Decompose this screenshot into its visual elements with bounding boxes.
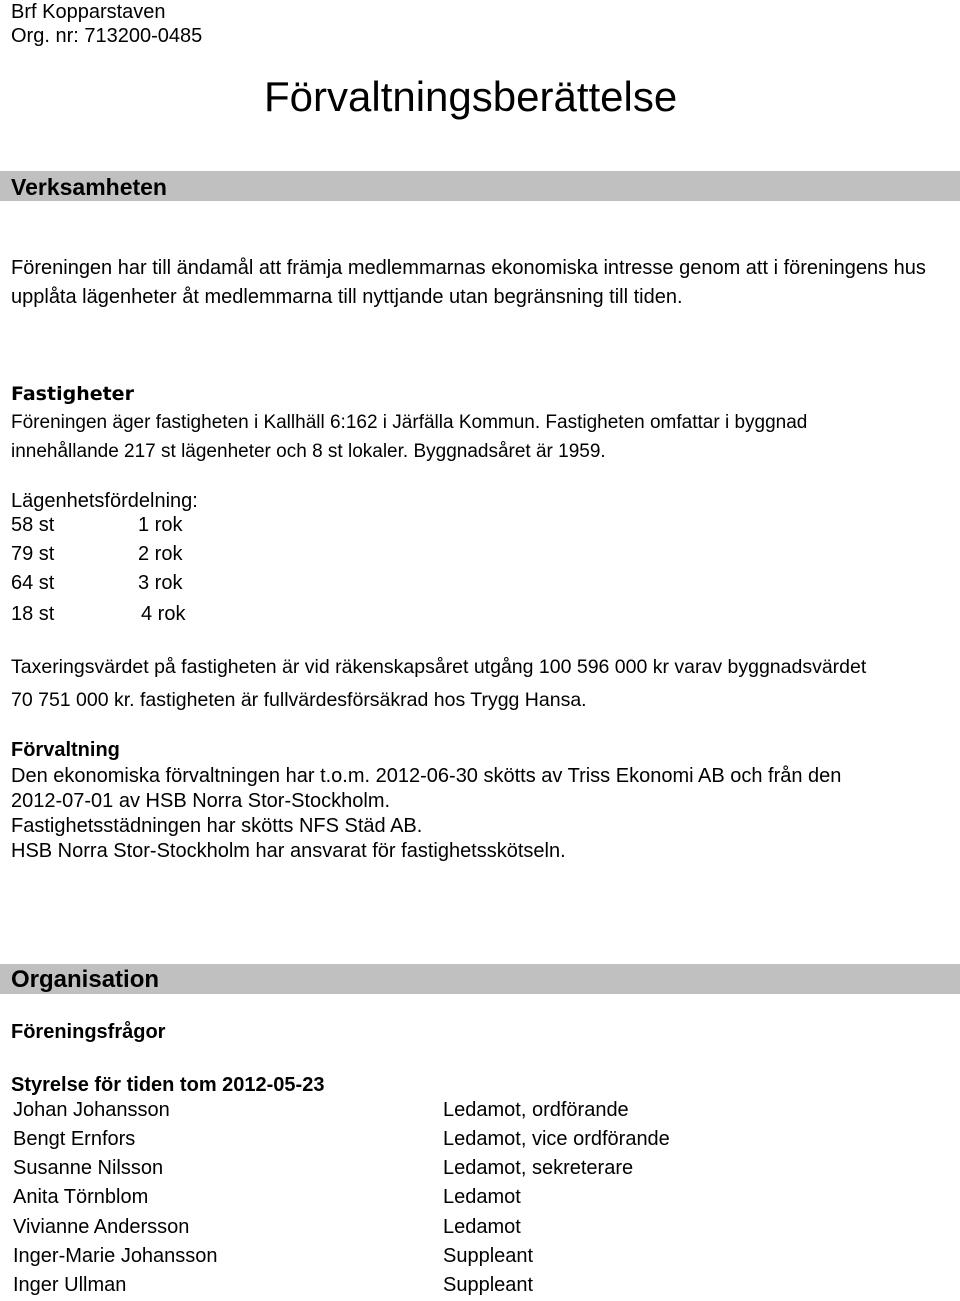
tax-line-1: Taxeringsvärdet på fastigheten är vid räkenskapsåret utgång 100 596 000 kr varav byggnadsvärdet (11, 656, 867, 678)
org-name: Brf Kopparstaven (11, 1, 166, 23)
board-member-name: Bengt Ernfors (13, 1128, 136, 1150)
forvaltning-heading: Förvaltning (11, 739, 120, 761)
fastigheter-heading: Fastigheter (11, 383, 134, 405)
distribution-count: 18 st (11, 603, 55, 625)
board-member-name: Vivianne Andersson (13, 1216, 190, 1238)
board-member-role: Suppleant (443, 1245, 534, 1267)
section-heading-organisation: Organisation (11, 966, 160, 993)
page-title: Förvaltningsberättelse (264, 73, 678, 120)
foreningsfragor-heading: Föreningsfrågor (11, 1021, 166, 1043)
board-member-role: Suppleant (443, 1274, 534, 1296)
forvaltning-line: 2012-07-01 av HSB Norra Stor-Stockholm. (11, 790, 391, 812)
board-member-role: Ledamot, ordförande (443, 1099, 629, 1121)
distribution-type: 1 rok (138, 514, 183, 536)
forvaltning-line: Den ekonomiska förvaltningen har t.o.m. 2012-06-30 skötts av Triss Ekonomi AB och från den (11, 765, 842, 787)
distribution-type: 2 rok (138, 543, 183, 565)
forvaltning-line: Fastighetsstädningen har skötts NFS Städ AB. (11, 815, 423, 837)
board-heading: Styrelse för tiden tom 2012-05-23 (11, 1074, 325, 1096)
distribution-label: Lägenhetsfördelning: (11, 490, 198, 512)
section-bar-verksamheten (0, 171, 960, 201)
forvaltning-line: HSB Norra Stor-Stockholm har ansvarat för fastighetsskötseln. (11, 840, 566, 862)
board-member-role: Ledamot (443, 1216, 521, 1238)
org-number: Org. nr: 713200-0485 (11, 25, 203, 47)
board-member-name: Susanne Nilsson (13, 1157, 164, 1179)
section-heading-verksamheten: Verksamheten (11, 174, 167, 200)
section-bar-organisation (0, 964, 960, 994)
tax-line-2: 70 751 000 kr. fastigheten är fullvärdesförsäkrad hos Trygg Hansa. (11, 689, 587, 711)
verksamheten-paragraph: Föreningen har till ändamål att främja medlemmarnas ekonomiska intresse genom att i föreningens hus upplåta lägenheter åt medlemmarna till nyttjande utan begränsning till tiden. (11, 257, 926, 308)
board-member-name: Anita Törnblom (13, 1186, 149, 1208)
distribution-type: 4 rok (141, 603, 186, 625)
board-member-role: Ledamot (443, 1186, 521, 1208)
board-member-name: Inger Ullman (13, 1274, 127, 1296)
fastigheter-line-2: innehållande 217 st lägenheter och 8 st lokaler. Byggnadsåret är 1959. (11, 441, 606, 462)
board-member-name: Johan Johansson (13, 1099, 170, 1121)
board-member-role: Ledamot, vice ordförande (443, 1128, 670, 1150)
board-member-role: Ledamot, sekreterare (443, 1157, 634, 1179)
fastigheter-line-1: Föreningen äger fastigheten i Kallhäll 6:162 i Järfälla Kommun. Fastigheten omfattar i byggnad (11, 412, 808, 433)
distribution-count: 79 st (11, 543, 55, 565)
distribution-count: 58 st (11, 514, 55, 536)
board-member-name: Inger-Marie Johansson (13, 1245, 218, 1267)
distribution-count: 64 st (11, 572, 55, 594)
distribution-type: 3 rok (138, 572, 183, 594)
